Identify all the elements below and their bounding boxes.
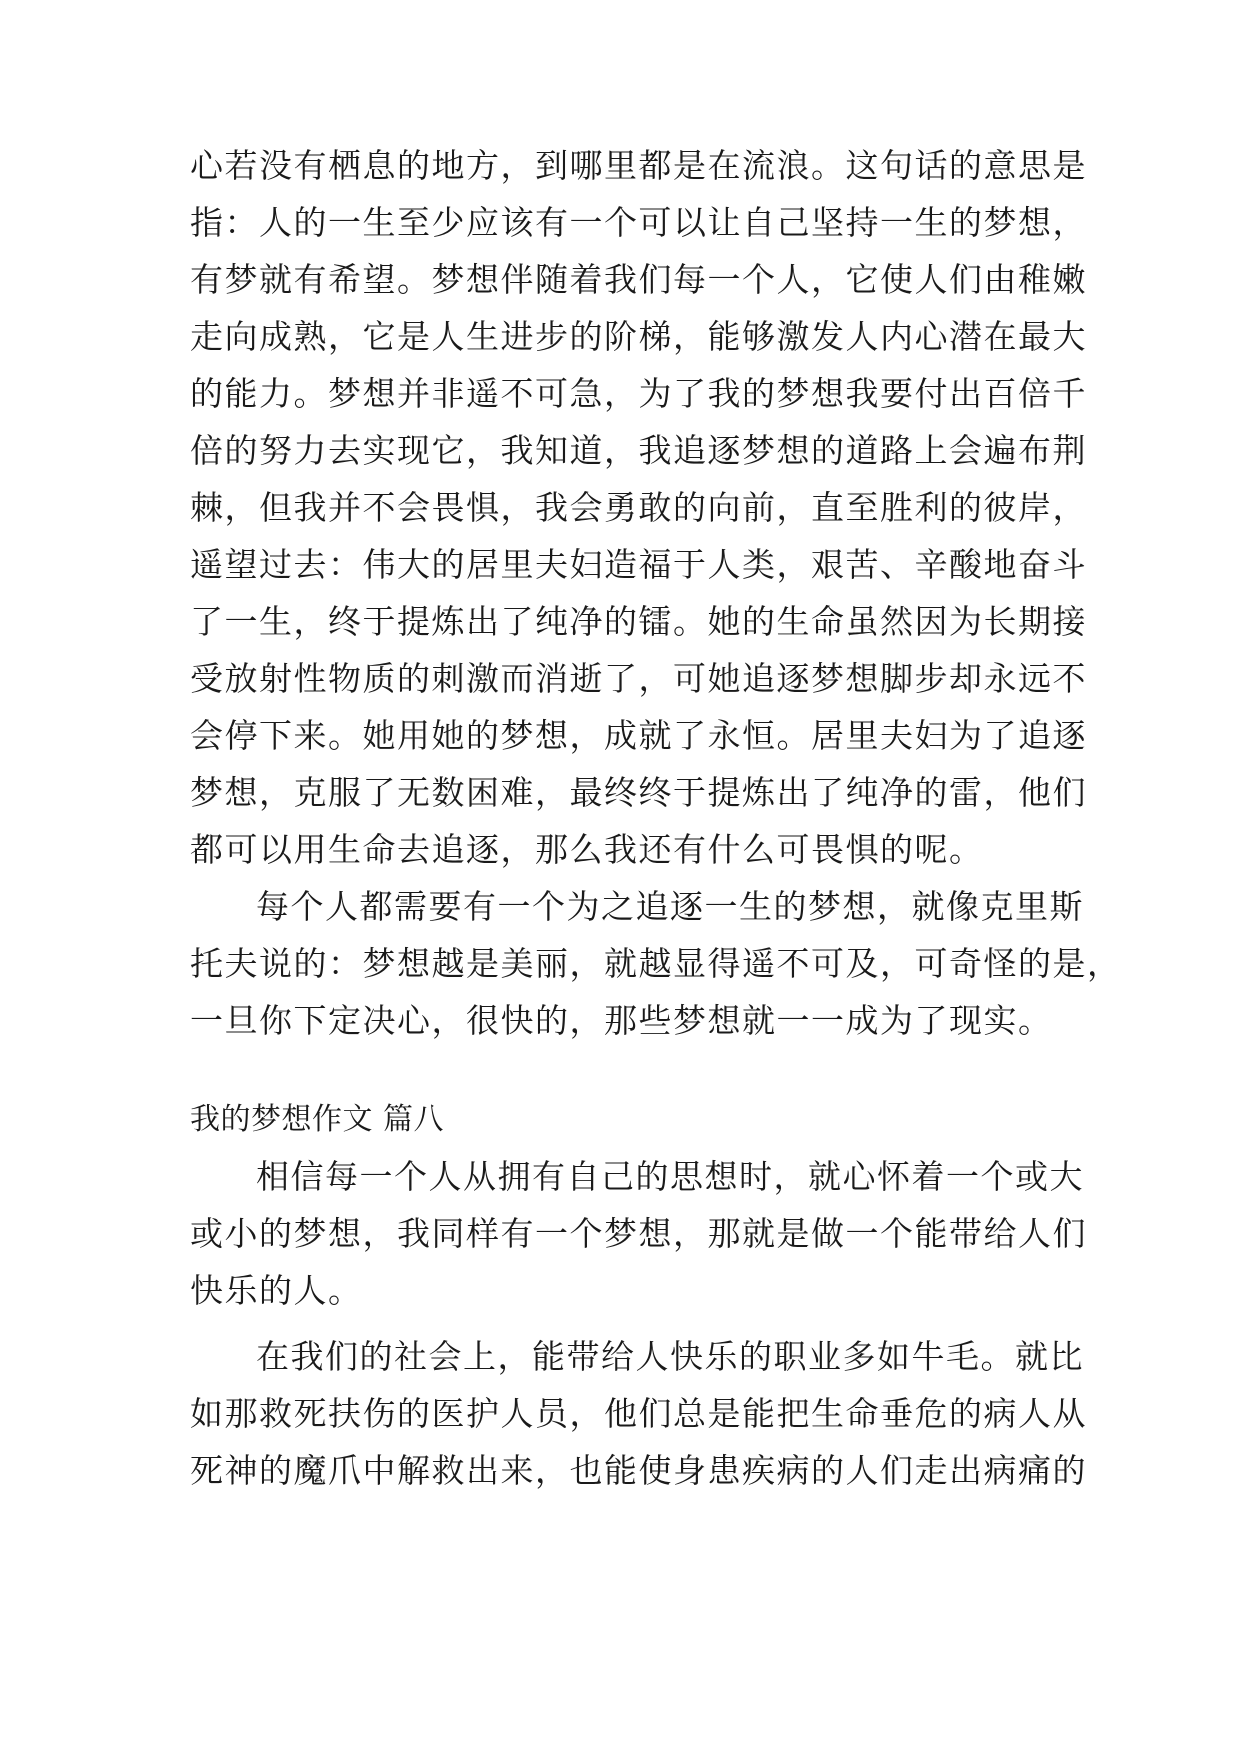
text-line: 托夫说的：梦想越是美丽，就越显得遥不可及，可奇怪的是， xyxy=(190,944,1122,983)
text-line: 倍的努力去实现它，我知道，我追逐梦想的道路上会遍布荆 xyxy=(190,431,1087,470)
text-line: 有梦就有希望。梦想伴随着我们每一个人，它使人们由稚嫩 xyxy=(190,260,1087,299)
text-line: 走向成熟，它是人生进步的阶梯，能够激发人内心潜在最大 xyxy=(190,317,1087,356)
text-line: 棘，但我并不会畏惧，我会勇敢的向前，直至胜利的彼岸， xyxy=(190,488,1087,527)
section-heading: 我的梦想作文 篇八 xyxy=(190,1102,445,1137)
text-line: 每个人都需要有一个为之追逐一生的梦想，就像克里斯 xyxy=(256,887,1084,926)
text-line: 心若没有栖息的地方，到哪里都是在流浪。这句话的意思是 xyxy=(190,146,1087,185)
text-line: 会停下来。她用她的梦想，成就了永恒。居里夫妇为了追逐 xyxy=(190,716,1087,755)
text-line: 的能力。梦想并非遥不可急，为了我的梦想我要付出百倍千 xyxy=(190,374,1087,413)
text-line: 受放射性物质的刺激而消逝了，可她追逐梦想脚步却永远不 xyxy=(190,659,1087,698)
text-line: 或小的梦想，我同样有一个梦想，那就是做一个能带给人们 xyxy=(190,1214,1087,1253)
text-line: 如那救死扶伤的医护人员，他们总是能把生命垂危的病人从 xyxy=(190,1394,1087,1433)
text-line: 遥望过去：伟大的居里夫妇造福于人类，艰苦、辛酸地奋斗 xyxy=(190,545,1087,584)
text-line: 一旦你下定决心，很快的，那些梦想就一一成为了现实。 xyxy=(190,1001,1053,1040)
text-line: 死神的魔爪中解救出来，也能使身患疾病的人们走出病痛的 xyxy=(190,1451,1087,1490)
text-line: 相信每一个人从拥有自己的思想时，就心怀着一个或大 xyxy=(256,1157,1084,1196)
text-line: 梦想，克服了无数困难，最终终于提炼出了纯净的雷，他们 xyxy=(190,773,1087,812)
text-line: 都可以用生命去追逐，那么我还有什么可畏惧的呢。 xyxy=(190,830,984,869)
text-line: 快乐的人。 xyxy=(190,1271,363,1310)
text-line: 指：人的一生至少应该有一个可以让自己坚持一生的梦想， xyxy=(190,203,1087,242)
text-line: 在我们的社会上，能带给人快乐的职业多如牛毛。就比 xyxy=(256,1337,1084,1376)
text-line: 了一生，终于提炼出了纯净的镭。她的生命虽然因为长期接 xyxy=(190,602,1087,641)
